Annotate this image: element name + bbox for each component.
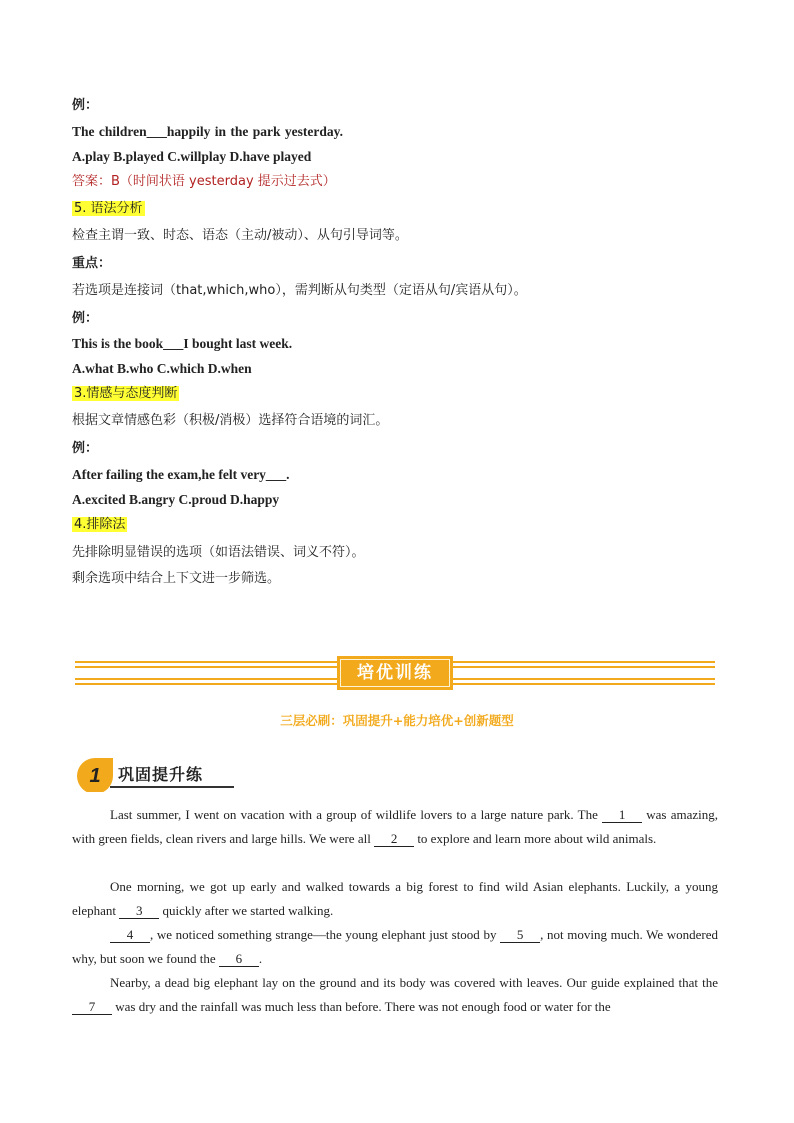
heading-elimination: 4.排除法 bbox=[74, 517, 126, 532]
elimination-desc-2: 剩余选项中结合上下文进一步筛选。 bbox=[72, 571, 281, 586]
blank-4[interactable]: 4 bbox=[110, 927, 150, 943]
passage-paragraph-1: Last summer, I went on vacation with a group of wildlife lovers to a large nature park. The 1 was amazing, with green fields, clean rivers and large hills. We were all 2 to explore and learn more about wild animals. bbox=[72, 807, 718, 846]
example-1-label: 例： bbox=[72, 97, 99, 112]
example-2-sentence: This is the book___I bought last week. bbox=[72, 336, 293, 351]
section-number-badge bbox=[75, 756, 115, 792]
example-2-options: A.what B.who C.which D.when bbox=[72, 361, 252, 376]
heading-grammar-analysis: 5. 语法分析 bbox=[74, 201, 143, 216]
example-2-label: 例： bbox=[72, 310, 99, 325]
banner-subtitle: 三层必刷：巩固提升+能力培优+创新题型 bbox=[280, 713, 514, 728]
key-label: 重点： bbox=[72, 255, 112, 270]
passage-paragraph-3: 4 , we noticed something strange—the young elephant just stood by 5 , not moving much. We wondered why, but soon we found the 6 . bbox=[72, 927, 718, 966]
blank-1[interactable]: 1 bbox=[602, 807, 642, 823]
key-desc: 若选项是连接词（that,which,who），需判断从句类型（定语从句/宾语从句）。 bbox=[72, 283, 527, 298]
example-3-options: A.excited B.angry C.proud D.happy bbox=[72, 492, 280, 507]
blank-2[interactable]: 2 bbox=[374, 831, 414, 847]
blank-5[interactable]: 5 bbox=[500, 927, 540, 943]
grammar-analysis-desc: 检查主谓一致、时态、语态（主动/被动）、从句引导词等。 bbox=[72, 228, 408, 243]
example-1-answer: 答案：B（时间状语 yesterday 提示过去式） bbox=[72, 174, 336, 189]
passage-paragraph-4: Nearby, a dead big elephant lay on the ground and its body was covered with leaves. Our guide explained that the 7 was dry and the rainfall was much less than before. There was not enough food or water for the bbox=[72, 971, 718, 1019]
example-3-sentence: After failing the exam,he felt very___. bbox=[72, 467, 290, 482]
example-3-label: 例： bbox=[72, 440, 99, 455]
example-1-sentence: The children___happily in the park yesterday. bbox=[72, 124, 344, 139]
section-number: 1 bbox=[89, 765, 101, 787]
section-banner bbox=[75, 655, 715, 691]
blank-6[interactable]: 6 bbox=[219, 951, 259, 967]
emotion-attitude-desc: 根据文章情感色彩（积极/消极）选择符合语境的词汇。 bbox=[72, 413, 389, 428]
section-title: 巩固提升练 bbox=[118, 765, 204, 784]
banner-title: 培优训练 bbox=[337, 656, 453, 690]
blank-7[interactable]: 7 bbox=[72, 999, 112, 1015]
passage-paragraph-2: One morning, we got up early and walked towards a big forest to find wild Asian elephants. Luckily, a young elephant 3 quickly after we started walking. bbox=[72, 879, 718, 918]
section-title-underline bbox=[110, 786, 234, 788]
example-1-options: A.play B.played C.willplay D.have played bbox=[72, 149, 312, 164]
heading-emotion-attitude: 3.情感与态度判断 bbox=[74, 386, 178, 401]
elimination-desc-1: 先排除明显错误的选项（如语法错误、词义不符）。 bbox=[72, 545, 365, 560]
blank-3[interactable]: 3 bbox=[119, 903, 159, 919]
